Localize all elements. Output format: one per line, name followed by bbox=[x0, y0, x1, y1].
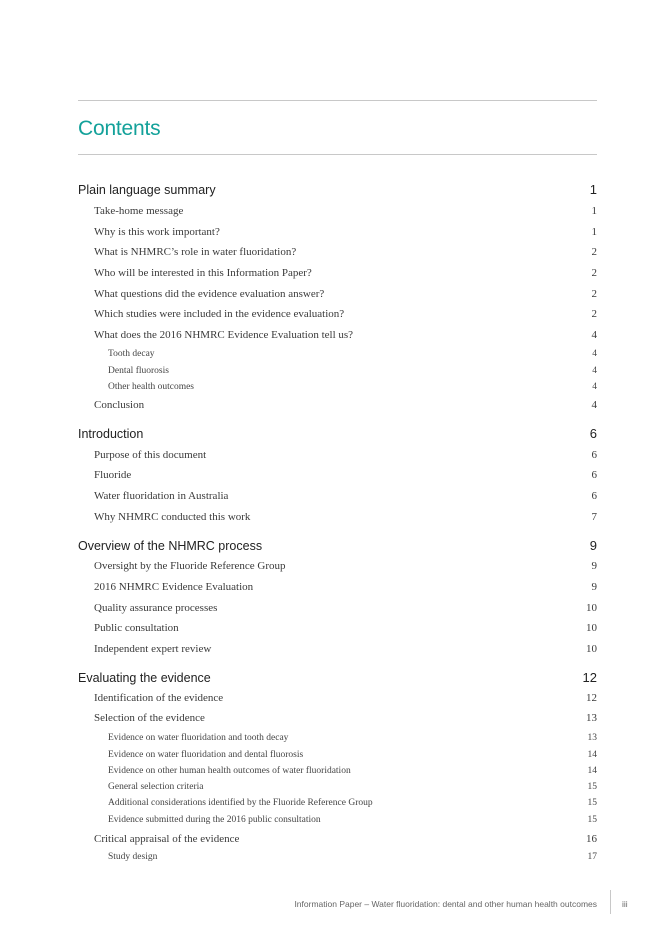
toc-entry bbox=[78, 426, 597, 441]
toc-entry-page: 1 bbox=[589, 182, 597, 197]
toc-entry bbox=[94, 622, 597, 634]
toc-entry-page: 10 bbox=[586, 622, 597, 634]
toc-entry-page: 16 bbox=[586, 833, 597, 845]
toc-entry bbox=[94, 581, 597, 593]
contents-heading: Contents bbox=[78, 117, 161, 140]
toc-entry-page: 14 bbox=[587, 750, 597, 760]
toc-entry bbox=[94, 469, 597, 481]
toc-entry-title: Identification of the evidence bbox=[94, 692, 224, 704]
toc-entry-page: 10 bbox=[586, 602, 597, 614]
toc-entry-title: Take-home message bbox=[94, 205, 184, 217]
toc-entry bbox=[78, 670, 597, 685]
toc-entry-page: 15 bbox=[587, 815, 597, 825]
toc-entry-page: 9 bbox=[591, 581, 597, 593]
toc-entry-page: 9 bbox=[589, 538, 597, 553]
toc-entry bbox=[94, 490, 597, 502]
toc-entry-title: Water fluoridation in Australia bbox=[94, 490, 229, 502]
toc-entry-page: 9 bbox=[591, 560, 597, 572]
toc-entry-title: Oversight by the Fluoride Reference Group bbox=[94, 560, 286, 572]
toc-entry-title: What does the 2016 NHMRC Evidence Evaluation tell us? bbox=[94, 329, 354, 341]
footer-title: Information Paper – Water fluoridation: dental and other human health outcomes bbox=[294, 899, 597, 909]
toc-entry-title: Public consultation bbox=[94, 622, 179, 634]
toc-entry-title: Independent expert review bbox=[94, 643, 212, 655]
toc-entry-title: Evidence submitted during the 2016 public consultation bbox=[108, 815, 321, 825]
toc-entry-page: 13 bbox=[586, 712, 597, 724]
toc-entry bbox=[108, 815, 597, 825]
toc-entry-title: Tooth decay bbox=[108, 349, 155, 359]
toc-entry bbox=[94, 399, 597, 411]
toc-entry-title: Which studies were included in the evidence evaluation? bbox=[94, 308, 345, 320]
toc-entry-title: Selection of the evidence bbox=[94, 712, 205, 724]
toc-entry-page: 14 bbox=[587, 766, 597, 776]
toc-entry-page: 12 bbox=[582, 670, 597, 685]
toc-entry bbox=[94, 692, 597, 704]
toc-entry bbox=[94, 560, 597, 572]
toc-entry-page: 4 bbox=[592, 366, 597, 376]
toc-entry bbox=[108, 750, 597, 760]
toc-entry-title: Overview of the NHMRC process bbox=[78, 539, 263, 553]
toc-entry-page: 17 bbox=[587, 852, 597, 862]
toc-entry-title: Evaluating the evidence bbox=[78, 671, 211, 685]
toc-entry bbox=[94, 712, 597, 724]
toc-entry-title: Study design bbox=[108, 852, 158, 862]
toc-entry bbox=[108, 733, 597, 743]
toc-entry-page: 6 bbox=[591, 469, 597, 481]
toc-entry bbox=[94, 833, 597, 845]
toc-entry-page: 12 bbox=[586, 692, 597, 704]
toc-entry-title: 2016 NHMRC Evidence Evaluation bbox=[94, 581, 254, 593]
toc-entry bbox=[108, 349, 597, 359]
toc-entry bbox=[94, 288, 597, 300]
toc-entry-title: Who will be interested in this Information Paper? bbox=[94, 267, 312, 279]
toc-entry-page: 6 bbox=[591, 449, 597, 461]
toc-entry-page: 4 bbox=[592, 382, 597, 392]
toc-entry-page: 2 bbox=[591, 267, 597, 279]
toc-entry-page: 10 bbox=[586, 643, 597, 655]
toc-entry-page: 7 bbox=[591, 511, 597, 523]
toc-entry-title: Evidence on water fluoridation and tooth decay bbox=[108, 733, 289, 743]
toc-entry-page: 13 bbox=[587, 733, 597, 743]
toc-entry-title: Other health outcomes bbox=[108, 382, 195, 392]
toc-entry-page: 15 bbox=[587, 798, 597, 808]
toc-entry-title: Evidence on water fluoridation and dental fluorosis bbox=[108, 750, 304, 760]
toc-entry bbox=[94, 226, 597, 238]
toc-entry bbox=[108, 782, 597, 792]
toc-entry-page: 6 bbox=[591, 490, 597, 502]
toc-entry bbox=[108, 766, 597, 776]
toc-entry bbox=[78, 538, 597, 553]
toc-entry bbox=[94, 246, 597, 258]
toc-entry-page: 1 bbox=[591, 226, 597, 238]
toc-entry-title: Purpose of this document bbox=[94, 449, 207, 461]
toc-entry bbox=[108, 366, 597, 376]
toc-entry bbox=[94, 329, 597, 341]
toc-entry bbox=[108, 798, 597, 808]
toc-entry-title: What is NHMRC’s role in water fluoridation? bbox=[94, 246, 297, 258]
toc-entry-page: 4 bbox=[591, 329, 597, 341]
toc-entry bbox=[108, 382, 597, 392]
toc-entry-title: Additional considerations identified by the Fluoride Reference Group bbox=[108, 798, 373, 808]
toc-entry bbox=[94, 449, 597, 461]
toc-entry-title: What questions did the evidence evaluation answer? bbox=[94, 288, 325, 300]
toc-entry-title: Why NHMRC conducted this work bbox=[94, 511, 251, 523]
toc-entry-page: 2 bbox=[591, 288, 597, 300]
toc-entry-page: 15 bbox=[587, 782, 597, 792]
toc-entry-title: Conclusion bbox=[94, 399, 145, 411]
toc-entry-page: 4 bbox=[591, 399, 597, 411]
toc-entry-title: Dental fluorosis bbox=[108, 366, 169, 376]
toc-entry bbox=[94, 643, 597, 655]
toc-entry bbox=[94, 205, 597, 217]
toc-entry bbox=[108, 852, 597, 862]
toc-entry-title: Introduction bbox=[78, 427, 144, 441]
footer-divider bbox=[610, 890, 611, 914]
toc-entry-page: 2 bbox=[591, 308, 597, 320]
toc-entry bbox=[94, 308, 597, 320]
footer-page-number: iii bbox=[622, 899, 628, 909]
toc-entry-title: Why is this work important? bbox=[94, 226, 220, 238]
toc-entry-title: Evidence on other human health outcomes of water fluoridation bbox=[108, 766, 351, 776]
toc-entry-page: 4 bbox=[592, 349, 597, 359]
toc-entry bbox=[94, 511, 597, 523]
toc-entry-title: Critical appraisal of the evidence bbox=[94, 833, 240, 845]
toc-entry-page: 6 bbox=[589, 426, 597, 441]
toc-entry bbox=[94, 602, 597, 614]
toc-entry-title: Quality assurance processes bbox=[94, 602, 218, 614]
toc-entry-page: 2 bbox=[591, 246, 597, 258]
toc-entry bbox=[94, 267, 597, 279]
toc-entry-title: Plain language summary bbox=[78, 183, 216, 197]
toc-entry-title: General selection criteria bbox=[108, 782, 204, 792]
toc-entry bbox=[78, 182, 597, 197]
toc-entry-title: Fluoride bbox=[94, 469, 132, 481]
toc-entry-page: 1 bbox=[591, 205, 597, 217]
